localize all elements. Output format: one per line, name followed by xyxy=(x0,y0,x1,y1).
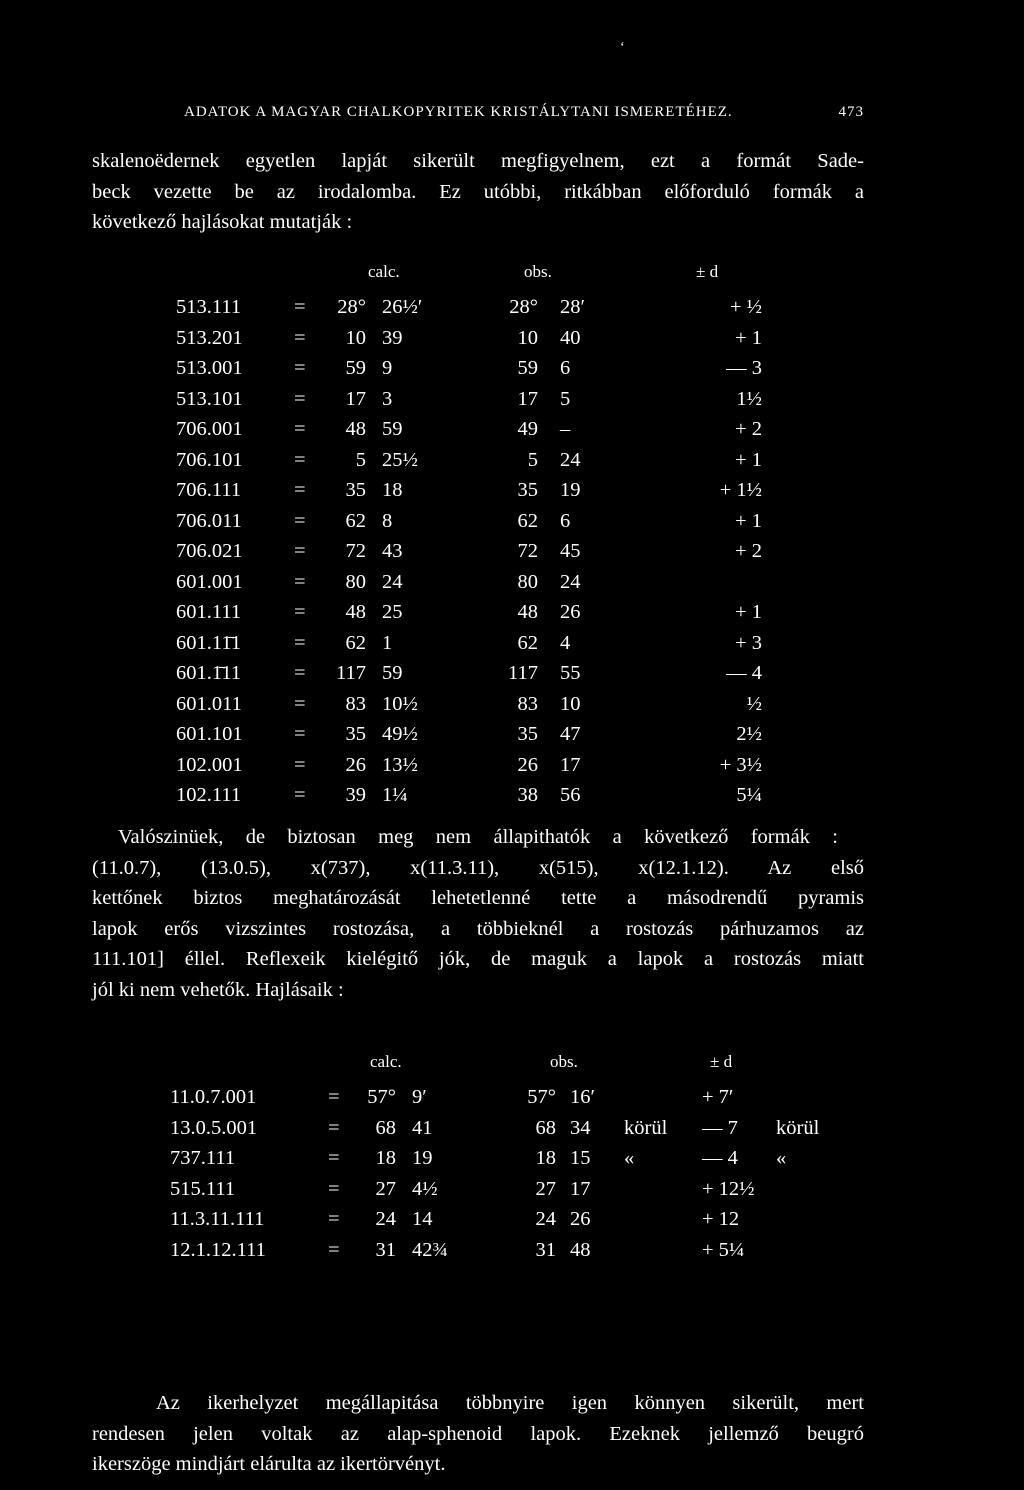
difference: ½ xyxy=(746,692,762,715)
calc-minutes: 26½′ xyxy=(382,296,423,318)
equals-sign: = xyxy=(294,570,306,593)
table-row xyxy=(176,357,766,388)
calc-minutes: 9 xyxy=(382,357,393,379)
obs-minutes: 5 xyxy=(560,387,571,410)
face-pair: 513.101 xyxy=(176,387,243,410)
equals-sign: = xyxy=(328,1238,340,1261)
difference: + 5¼ xyxy=(702,1238,745,1261)
obs-degrees: 18 xyxy=(535,1147,556,1169)
calc-minutes: 59 xyxy=(382,418,403,440)
table-row xyxy=(170,1208,820,1239)
obs-minutes: 45 xyxy=(560,540,581,562)
table-row xyxy=(176,540,766,571)
calc-degrees: 62 xyxy=(345,631,366,654)
text-line: skalenoëdernek egyetlen lapját sikerült megfigyelnem, ezt a formát Sade- xyxy=(92,150,864,172)
obs-degrees: 62 xyxy=(517,509,538,532)
difference: + 12½ xyxy=(702,1177,755,1200)
calc-degrees: 35 xyxy=(345,723,366,745)
obs-degrees: 17 xyxy=(517,387,538,410)
obs-degrees: 28° xyxy=(509,296,538,318)
equals-sign: = xyxy=(294,723,306,745)
diff-qualifier: « xyxy=(776,1147,787,1169)
calc-minutes: 25½ xyxy=(382,448,418,471)
obs-minutes: 10 xyxy=(560,692,581,715)
face-pair: 11.0.7.001 xyxy=(170,1086,257,1108)
obs-degrees: 48 xyxy=(517,601,538,623)
table-row xyxy=(176,632,766,663)
difference: — 4 xyxy=(726,662,762,684)
text-line: 111.101] éllel. Reflexeik kielégitő jók, de maguk a lapok a rostozás miatt xyxy=(92,948,864,970)
calc-degrees: 10 xyxy=(345,326,366,349)
difference: — 4 xyxy=(702,1147,738,1169)
face-pair: 601.11̄1 xyxy=(176,631,242,654)
calc-degrees: 17 xyxy=(345,387,366,410)
calc-degrees: 68 xyxy=(375,1116,396,1139)
obs-minutes: 34 xyxy=(570,1116,591,1139)
calc-header: calc. xyxy=(370,1052,402,1071)
equals-sign: = xyxy=(294,631,306,654)
equals-sign: = xyxy=(294,662,306,684)
calc-minutes: 49½ xyxy=(382,723,418,745)
face-pair: 706.111 xyxy=(176,479,242,501)
face-pair: 601.101 xyxy=(176,723,243,745)
difference: + ½ xyxy=(729,296,762,318)
calc-minutes: 10½ xyxy=(382,692,418,715)
difference: + 2 xyxy=(735,540,762,562)
difference: + 2 xyxy=(735,418,762,440)
text-line: lapok erős vizszintes rostozása, a többieknél a rostozás párhuzamos az xyxy=(92,917,864,940)
calc-degrees: 48 xyxy=(345,418,366,440)
calc-minutes: 1 xyxy=(382,631,393,654)
text-line: beck vezette be az irodalomba. Ez utóbbi, ritkábban előforduló formák a xyxy=(92,180,864,203)
closing-paragraph xyxy=(92,1388,864,1480)
obs-degrees: 83 xyxy=(517,692,538,715)
table-row xyxy=(170,1178,820,1209)
intro-paragraph xyxy=(92,146,864,238)
table-row xyxy=(176,784,766,815)
face-pair: 601.011 xyxy=(176,692,242,715)
face-pair: 12.1.12.111 xyxy=(170,1238,266,1261)
obs-minutes: 47 xyxy=(560,723,581,745)
face-pair: 513.201 xyxy=(176,326,243,349)
calc-degrees: 59 xyxy=(345,357,366,379)
face-pair: 102.001 xyxy=(176,753,243,776)
difference: + 3 xyxy=(735,631,762,654)
obs-header: obs. xyxy=(524,262,552,281)
equals-sign: = xyxy=(328,1116,340,1139)
calc-minutes: 9′ xyxy=(412,1086,427,1108)
calc-minutes: 19 xyxy=(412,1147,433,1169)
calc-minutes: 24 xyxy=(382,570,403,593)
calc-degrees: 80 xyxy=(345,570,366,593)
obs-minutes: 24 xyxy=(560,448,581,471)
obs-minutes: 40 xyxy=(560,326,581,349)
difference: 2½ xyxy=(736,723,762,745)
face-pair: 706.021 xyxy=(176,540,243,562)
equals-sign: = xyxy=(294,509,306,532)
table-row xyxy=(176,693,766,724)
diff-header: ± d xyxy=(710,1052,733,1071)
face-pair: 13.0.5.001 xyxy=(170,1116,258,1139)
obs-header: obs. xyxy=(550,1052,578,1071)
obs-minutes: 26 xyxy=(570,1208,591,1230)
calc-minutes: 39 xyxy=(382,326,403,349)
table-row xyxy=(176,510,766,541)
obs-minutes: 16′ xyxy=(570,1086,595,1108)
equals-sign: = xyxy=(294,540,306,562)
difference: + 1 xyxy=(735,448,762,471)
face-pair: 601.111 xyxy=(176,601,242,623)
obs-minutes: 4 xyxy=(560,631,571,654)
equals-sign: = xyxy=(294,326,306,349)
obs-minutes: 15 xyxy=(570,1147,591,1169)
table-row xyxy=(176,388,766,419)
equals-sign: = xyxy=(328,1147,340,1169)
calc-minutes: 43 xyxy=(382,540,403,562)
calc-degrees: 48 xyxy=(345,601,366,623)
obs-degrees: 38 xyxy=(517,784,538,806)
obs-minutes: 55 xyxy=(560,662,581,684)
calc-minutes: 3 xyxy=(382,387,393,410)
calc-minutes: 59 xyxy=(382,662,403,684)
table-row xyxy=(170,1086,820,1117)
equals-sign: = xyxy=(328,1208,340,1230)
calc-degrees: 27 xyxy=(375,1177,396,1200)
calc-degrees: 31 xyxy=(375,1238,396,1261)
text-line: ikerszöge mindjárt elárulta az ikertörvényt. xyxy=(92,1453,446,1475)
obs-minutes: 48 xyxy=(570,1238,591,1261)
text-line: rendesen jelen voltak az alap-sphenoid lapok. Ezeknek jellemző beugró xyxy=(92,1422,864,1445)
table-row xyxy=(176,754,766,785)
table-row xyxy=(176,662,766,693)
obs-degrees: 31 xyxy=(535,1238,556,1261)
difference: + 1 xyxy=(735,326,762,349)
obs-degrees: 68 xyxy=(535,1116,556,1139)
calc-minutes: 42¾ xyxy=(412,1238,448,1261)
obs-minutes: 56 xyxy=(560,784,581,806)
equals-sign: = xyxy=(294,387,306,410)
obs-degrees: 5 xyxy=(527,448,538,471)
equals-sign: = xyxy=(294,784,306,806)
table-row xyxy=(176,327,766,358)
equals-sign: = xyxy=(294,692,306,715)
equals-sign: = xyxy=(294,296,306,318)
calc-minutes: 4½ xyxy=(412,1177,438,1200)
text-line: kettőnek biztos meghatározását lehetetlenné tette a másodrendű pyramis xyxy=(92,887,864,909)
face-pair: 706.101 xyxy=(176,448,243,471)
difference: — 3 xyxy=(726,357,762,379)
obs-minutes: 17 xyxy=(560,753,581,776)
obs-degrees: 59 xyxy=(517,357,538,379)
text-line: Az ikerhelyzet megállapitása többnyire igen könnyen sikerült, mert xyxy=(156,1392,864,1414)
angle-table-2 xyxy=(170,1052,820,1269)
calc-minutes: 13½ xyxy=(382,753,418,776)
table-row xyxy=(176,418,766,449)
table-row xyxy=(170,1239,820,1270)
face-pair: 706.011 xyxy=(176,509,242,532)
table-header xyxy=(176,262,766,296)
face-pair: 102.111 xyxy=(176,784,242,806)
obs-minutes: 17 xyxy=(570,1177,591,1200)
calc-minutes: 18 xyxy=(382,479,403,501)
obs-degrees: 117 xyxy=(508,662,538,684)
calc-minutes: 1¼ xyxy=(382,784,408,806)
obs-minutes: 24 xyxy=(560,570,581,593)
page-number: 473 xyxy=(838,104,864,120)
face-pair: 11.3.11.111 xyxy=(170,1208,265,1230)
difference: + 7′ xyxy=(702,1086,734,1108)
obs-qualifier: « xyxy=(624,1147,635,1169)
obs-degrees: 57° xyxy=(527,1086,556,1108)
face-pair: 513.111 xyxy=(176,296,242,318)
difference: + 12 xyxy=(702,1208,740,1230)
calc-degrees: 39 xyxy=(345,784,366,806)
face-pair: 737.111 xyxy=(170,1147,236,1169)
middle-paragraph xyxy=(92,822,864,1005)
text-line: (11.0.7), (13.0.5), x(737), x(11.3.11), x(515), x(12.1.12). Az első xyxy=(92,856,864,879)
calc-header: calc. xyxy=(368,262,400,281)
obs-degrees: 35 xyxy=(517,723,538,745)
face-pair: 601.1̄11 xyxy=(176,662,242,684)
calc-minutes: 14 xyxy=(412,1208,433,1230)
calc-minutes: 8 xyxy=(382,509,393,532)
table-row xyxy=(176,571,766,602)
equals-sign: = xyxy=(294,479,306,501)
equals-sign: = xyxy=(294,448,306,471)
table-header xyxy=(170,1052,820,1086)
equals-sign: = xyxy=(294,601,306,623)
equals-sign: = xyxy=(294,418,306,440)
angle-table-1 xyxy=(176,262,766,815)
obs-minutes: 6 xyxy=(560,509,571,532)
difference: 5¼ xyxy=(736,784,762,806)
obs-minutes: 19 xyxy=(560,479,581,501)
calc-degrees: 57° xyxy=(367,1086,396,1108)
difference: + 3½ xyxy=(719,753,762,776)
obs-minutes: 26 xyxy=(560,601,581,623)
equals-sign: = xyxy=(294,753,306,776)
running-title: ADATOK A MAGYAR CHALKOPYRITEK KRISTÁLYTANI ISMERETÉHEZ. xyxy=(184,104,733,120)
obs-degrees: 26 xyxy=(517,753,538,776)
difference: + 1 xyxy=(735,601,762,623)
obs-degrees: 27 xyxy=(535,1177,556,1200)
difference: + 1½ xyxy=(719,479,762,501)
face-pair: 513.001 xyxy=(176,357,243,379)
table-row xyxy=(170,1147,820,1178)
difference: 1½ xyxy=(736,387,762,410)
obs-degrees: 10 xyxy=(517,326,538,349)
obs-minutes: – xyxy=(560,418,571,440)
table-row xyxy=(176,296,766,327)
calc-degrees: 24 xyxy=(375,1208,396,1230)
obs-qualifier: körül xyxy=(624,1116,668,1139)
face-pair: 515.111 xyxy=(170,1177,236,1200)
face-pair: 601.001 xyxy=(176,570,243,593)
running-header xyxy=(184,104,864,128)
calc-degrees: 5 xyxy=(355,448,366,471)
obs-degrees: 35 xyxy=(517,479,538,501)
face-pair: 706.001 xyxy=(176,418,243,440)
difference: + 1 xyxy=(735,509,762,532)
obs-degrees: 80 xyxy=(517,570,538,593)
text-line: jól ki nem vehetők. Hajlásaik : xyxy=(92,978,344,1001)
table-row xyxy=(170,1117,820,1148)
calc-degrees: 62 xyxy=(345,509,366,532)
calc-degrees: 35 xyxy=(345,479,366,501)
obs-degrees: 72 xyxy=(517,540,538,562)
equals-sign: = xyxy=(328,1086,340,1108)
table-row xyxy=(176,723,766,754)
calc-minutes: 41 xyxy=(412,1116,433,1139)
obs-minutes: 28′ xyxy=(560,296,585,318)
calc-degrees: 83 xyxy=(345,692,366,715)
text-line: Valószinüek, de biztosan meg nem állapithatók a következő formák : xyxy=(118,826,838,848)
difference: — 7 xyxy=(702,1116,738,1139)
obs-degrees: 62 xyxy=(517,631,538,654)
calc-degrees: 117 xyxy=(336,662,366,684)
calc-degrees: 28° xyxy=(337,296,366,318)
calc-degrees: 26 xyxy=(345,753,366,776)
equals-sign: = xyxy=(294,357,306,379)
obs-minutes: 6 xyxy=(560,357,571,379)
diff-header: ± d xyxy=(696,262,719,281)
table-row xyxy=(176,449,766,480)
obs-degrees: 49 xyxy=(517,418,538,440)
table-row xyxy=(176,601,766,632)
top-mark: ‘ xyxy=(620,40,625,55)
calc-minutes: 25 xyxy=(382,601,403,623)
text-line: következő hajlásokat mutatják : xyxy=(92,211,353,233)
calc-degrees: 18 xyxy=(375,1147,396,1169)
obs-degrees: 24 xyxy=(535,1208,556,1230)
diff-qualifier: körül xyxy=(776,1116,820,1139)
calc-degrees: 72 xyxy=(345,540,366,562)
table-row xyxy=(176,479,766,510)
equals-sign: = xyxy=(328,1177,340,1200)
